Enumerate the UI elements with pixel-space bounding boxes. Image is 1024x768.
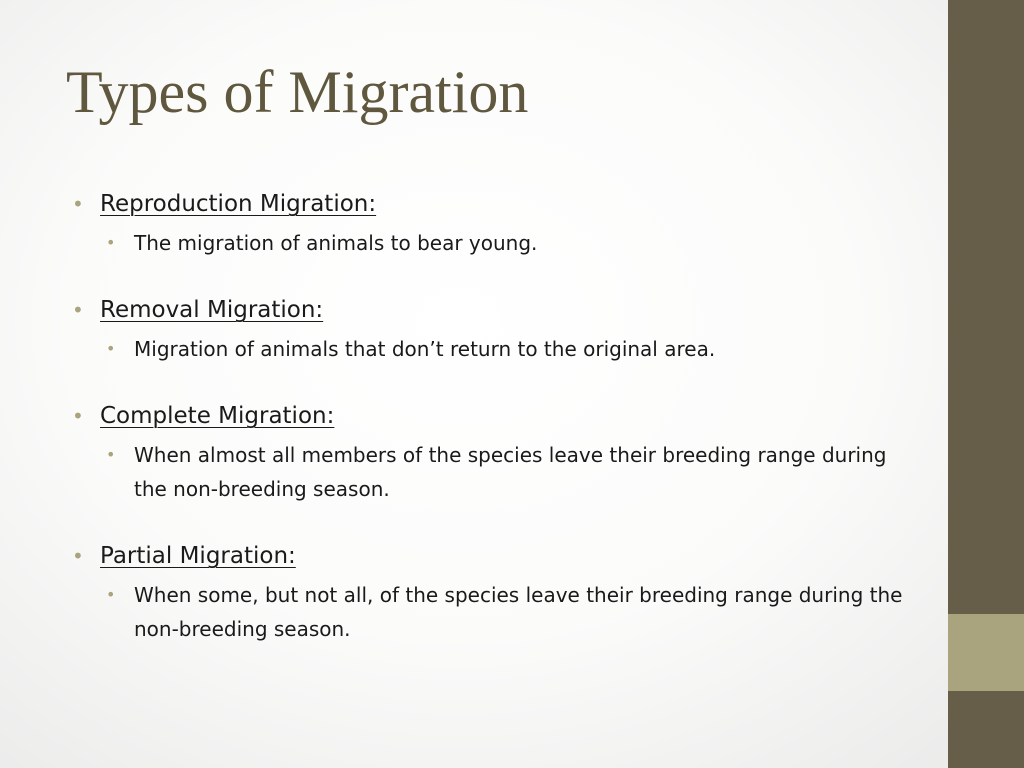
bullet-level-2	[106, 332, 904, 366]
list-item-removal-migration	[72, 292, 902, 366]
bullet-level-1	[72, 292, 902, 328]
list-item-complete-migration	[72, 398, 902, 506]
list-item-reproduction-migration	[72, 186, 902, 260]
item-heading: Partial Migration:	[100, 543, 296, 569]
bullet-level-2	[106, 578, 904, 646]
list-item-partial-migration	[72, 538, 902, 646]
bullet-level-2	[106, 438, 904, 506]
item-heading: Reproduction Migration:	[100, 191, 377, 217]
bullet-icon: •	[72, 192, 84, 216]
bullet-level-1	[72, 186, 902, 222]
sub-bullet-icon: •	[106, 339, 116, 358]
item-detail: The migration of animals to bear young.	[134, 231, 538, 255]
item-detail: When some, but not all, of the species leave their breeding range during the non-breeding season.	[134, 583, 903, 641]
slide-title: Types of Migration	[66, 59, 529, 125]
item-detail: Migration of animals that don’t return to the original area.	[134, 337, 716, 361]
bullet-icon: •	[72, 544, 84, 568]
item-heading: Complete Migration:	[100, 403, 335, 429]
sub-bullet-icon: •	[106, 233, 116, 252]
bullet-icon: •	[72, 404, 84, 428]
bullet-icon: •	[72, 298, 84, 322]
bullet-level-1	[72, 538, 902, 574]
bullet-level-2	[106, 226, 904, 260]
sub-bullet-icon: •	[106, 445, 116, 464]
bullet-list	[72, 186, 902, 646]
item-detail: When almost all members of the species leave their breeding range during the non-breeding season.	[134, 443, 887, 501]
sub-bullet-icon: •	[106, 585, 116, 604]
decorative-side-bar-accent	[948, 614, 1024, 691]
item-heading: Removal Migration:	[100, 297, 324, 323]
bullet-level-1	[72, 398, 902, 434]
